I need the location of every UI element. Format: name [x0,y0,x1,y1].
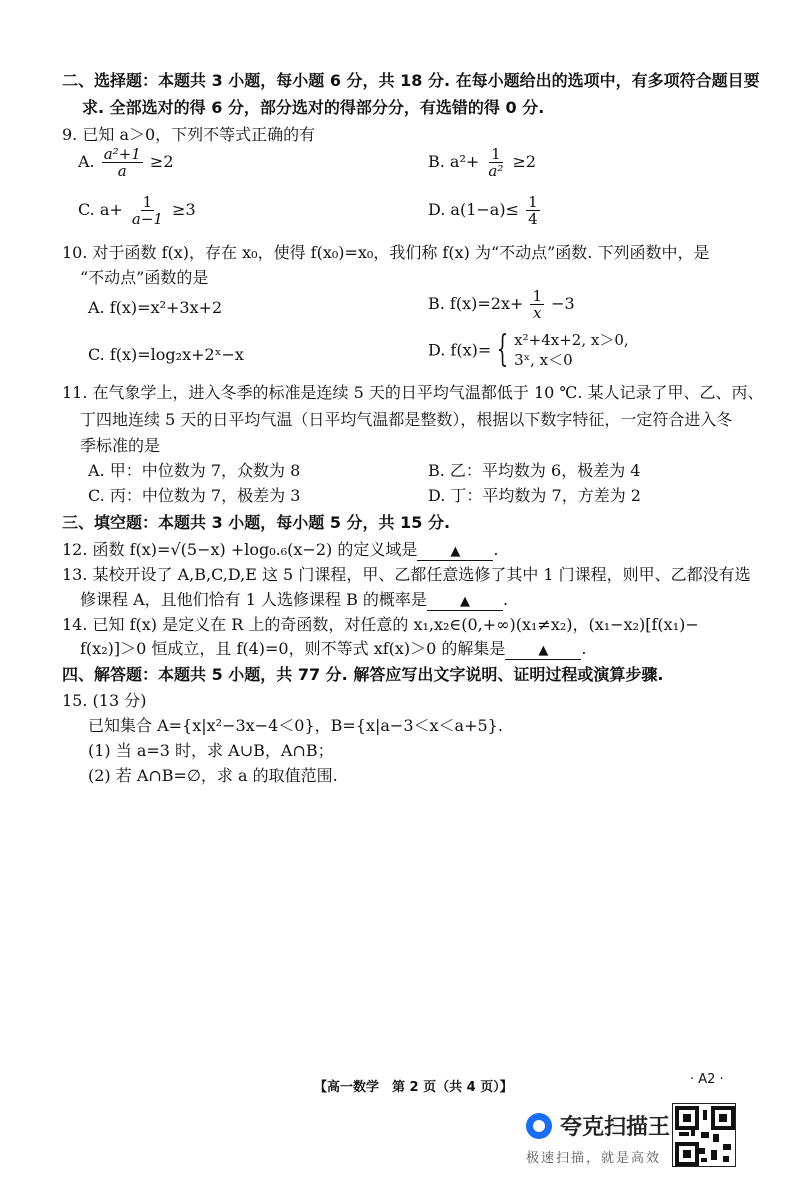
quark-logo-icon [526,1113,552,1139]
q13-line2 [80,587,508,611]
page-footer: 【高一数学 第 2 页（共 4 页）】 [314,1080,513,1095]
q10-d-prefix: D. f(x)= [428,340,492,360]
q9-stem: 9. 已知 a＞0，下列不等式正确的有 [62,125,316,144]
q9-d-num: 1 [528,193,538,211]
q13-line1: 13. 某校开设了 A,B,C,D,E 这 5 门课程，甲、乙都任意选修了其中 1 门课程，则甲、乙都没有选 [62,565,751,584]
q9-c-fraction [130,194,165,227]
q12-triangle-mark: ▲ [450,544,461,559]
q11-stem-line1: 11. 在气象学上，进入冬季的标准是连续 5 天的日平均气温都低于 10 ℃. 某人记录了甲、乙、丙、 [62,383,764,402]
q10-b-den: x [533,304,542,322]
q11-option-d: D. 丁：平均数为 7，方差为 2 [428,486,641,505]
q13-period: . [502,590,509,609]
section-4-title: 四、解答题：本题共 5 小题，共 77 分. 解答应写出文字说明、证明过程或演算步骤. [62,665,664,684]
q9-c-den: a−1 [131,210,163,228]
brand-name: 夸克扫描王 [560,1115,671,1140]
q10-b-suffix: −3 [551,294,575,313]
q10-option-a: A. f(x)=x²+3x+2 [88,298,223,317]
q9-a-den: a [117,162,127,180]
q9-option-d [428,194,542,227]
section-2-title-line2: 求. 全部选对的得 6 分，部分选对的得部分分，有选错的得 0 分. [82,98,545,117]
q14-line2 [80,636,587,660]
q10-option-c: C. f(x)=log₂x+2ˣ−x [88,345,244,364]
q9-d-fraction [526,194,540,227]
q11-option-c: C. 丙：中位数为 7，极差为 3 [88,486,301,505]
q11-option-b: B. 乙：平均数为 6，极差为 4 [428,461,641,480]
q9-option-b [428,146,536,179]
q9-a-suffix: ≥2 [149,152,174,171]
q10-stem-line1: 10. 对于函数 f(x)，存在 x₀，使得 f(x₀)=x₀，我们称 f(x) 为“不动点”函数. 下列函数中，是 [62,243,710,262]
q12-answer-blank[interactable] [417,542,493,561]
q13-answer-blank[interactable] [427,592,503,611]
q14-text: f(x₂)]＞0 恒成立，且 f(4)=0，则不等式 xf(x)＞0 的解集是 [80,639,506,658]
q10-d-case1: x²+4x+2, x＞0, [514,331,629,349]
q10-d-cases [514,330,628,370]
q9-d-den: 4 [528,210,538,228]
brand-slogan: 极速扫描，就是高效 [526,1151,662,1166]
q15-stem: 已知集合 A={x|x²−3x−4＜0}，B={x|a−3＜x＜a+5}. [88,716,503,735]
q9-d-prefix: D. a(1−a)≤ [428,200,519,219]
q9-c-num: 1 [142,193,153,211]
q9-a-fraction [102,146,143,179]
q9-option-a [78,146,174,179]
q9-b-fraction [486,146,505,179]
q10-b-num: 1 [532,287,543,305]
q9-a-num: a²+1 [103,145,141,163]
q14-period: . [581,639,587,658]
q10-b-fraction [530,288,544,321]
q11-stem-line2: 丁四地连续 5 天的日平均气温（日平均气温都是整数），根据以下数字特征，一定符合进入冬 [80,410,733,429]
q15-number: 15. (13 分) [62,691,147,710]
q9-b-prefix: B. a²+ [428,152,480,171]
q14-triangle-mark: ▲ [538,643,549,658]
q15-part1: (1) 当 a=3 时，求 A∪B，A∩B； [88,741,334,760]
q12-question [62,537,498,561]
qr-code-icon [672,1103,736,1167]
q10-stem-line2: “不动点”函数的是 [80,268,209,287]
q10-b-prefix: B. f(x)=2x+ [428,294,524,313]
q9-b-suffix: ≥2 [512,152,537,171]
q12-period: . [493,540,499,559]
page-code: · A2 · [690,1072,724,1087]
q11-stem-line3: 季标准的是 [80,436,161,455]
q9-c-prefix: C. a+ [78,200,123,219]
q9-b-den: a² [488,162,504,180]
q14-line1: 14. 已知 f(x) 是定义在 R 上的奇函数，对任意的 x₁,x₂∈(0,+∞)(x₁≠x₂)，(x₁−x₂)[f(x₁)− [62,615,699,634]
q14-answer-blank[interactable] [505,641,581,660]
section-3-title: 三、填空题：本题共 3 小题，每小题 5 分，共 15 分. [62,513,451,532]
q10-d-case2: 3ˣ, x＜0 [514,351,573,369]
q9-option-c [78,194,196,227]
q9-a-prefix: A. [78,152,95,171]
q9-c-suffix: ≥3 [172,200,196,219]
q9-b-num: 1 [491,145,501,163]
q13-text: 修课程 A，且他们恰有 1 人选修课程 B 的概率是 [80,590,427,609]
q11-option-a: A. 甲：中位数为 7，众数为 8 [88,461,301,480]
q12-text: 12. 函数 f(x)=√(5−x) +log₀.₆(x−2) 的定义域是 [62,540,418,559]
q10-d-brace: { [496,329,509,370]
q15-part2: (2) 若 A∩B=∅，求 a 的取值范围. [88,766,338,785]
section-2-title-line1: 二、选择题：本题共 3 小题，每小题 6 分，共 18 分. 在每小题给出的选项中，有多项符合题目要 [62,71,760,90]
q10-option-d [428,330,629,370]
q13-triangle-mark: ▲ [459,594,470,609]
q10-option-b [428,288,575,321]
